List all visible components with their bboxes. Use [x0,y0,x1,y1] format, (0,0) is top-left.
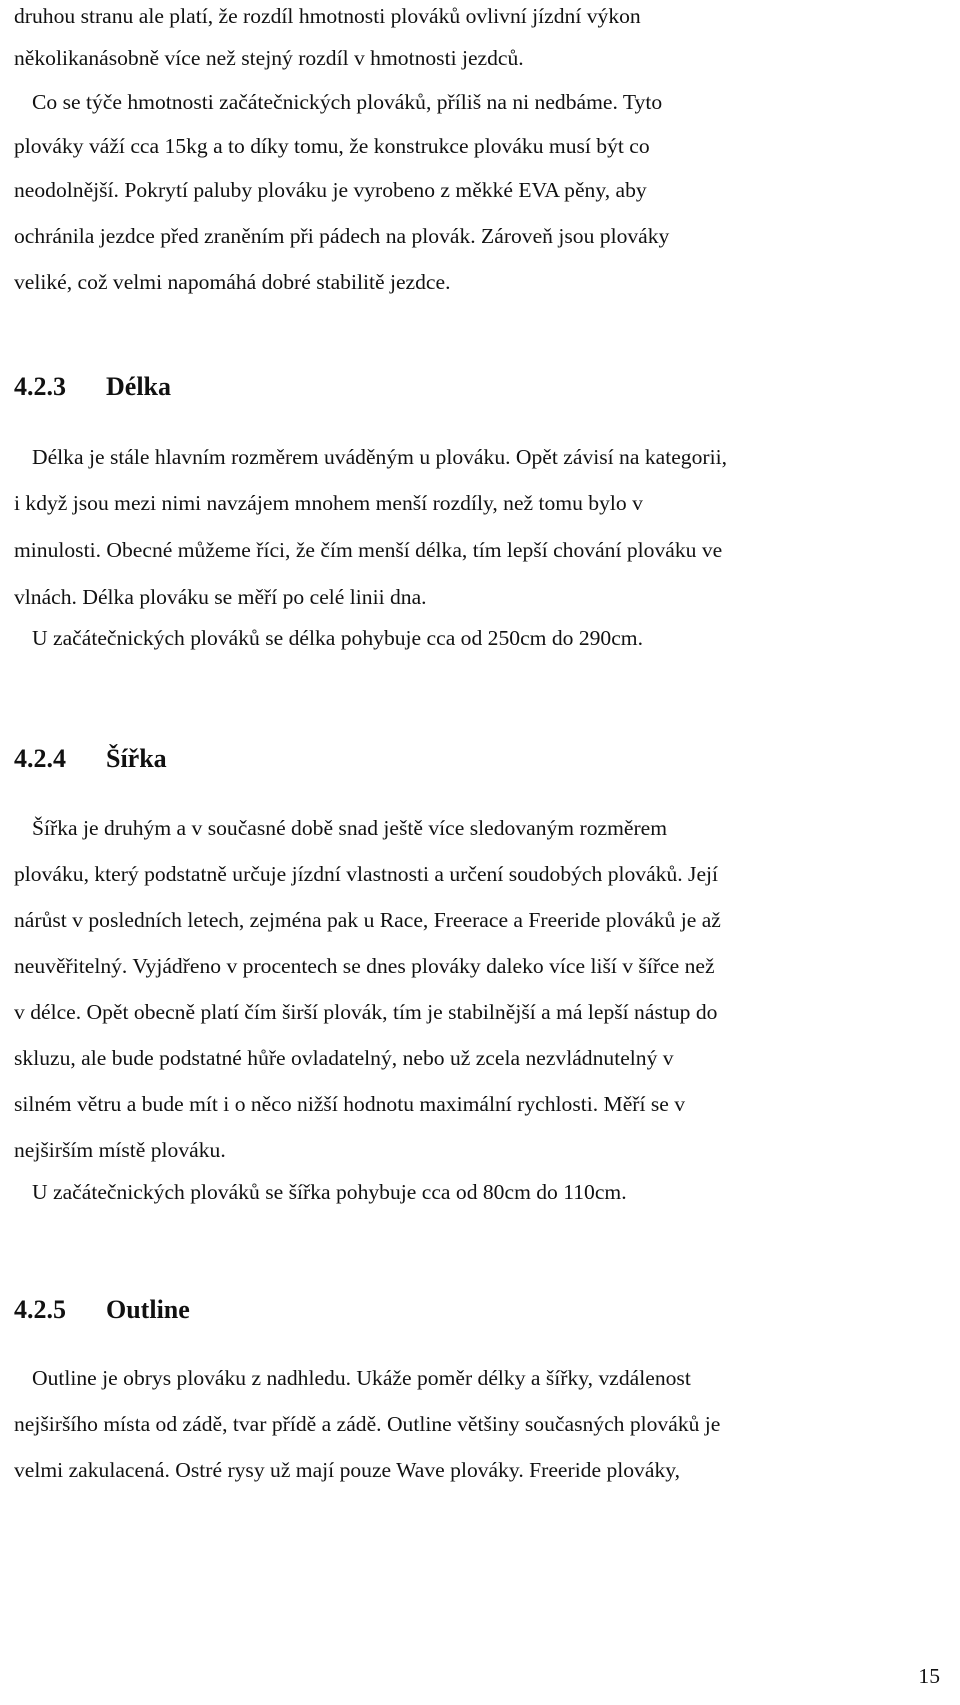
paragraph-line: i když jsou mezi nimi navzájem mnohem menší rozdíly, než tomu bylo v [14,491,643,515]
paragraph-line: vlnách. Délka plováku se měří po celé linii dna. [14,585,427,609]
paragraph-line: několikanásobně více než stejný rozdíl v hmotnosti jezdců. [14,46,524,70]
paragraph-line: plováky váží cca 15kg a to díky tomu, že konstrukce plováku musí být co [14,134,650,158]
paragraph-line: veliké, což velmi napomáhá dobré stabilitě jezdce. [14,270,451,294]
paragraph-line: U začátečnických plováků se šířka pohybuje cca od 80cm do 110cm. [32,1180,627,1204]
paragraph-line: druhou stranu ale platí, že rozdíl hmotnosti plováků ovlivní jízdní výkon [14,4,641,28]
paragraph-line: nárůst v posledních letech, zejména pak u Race, Freerace a Freeride plováků je až [14,908,721,932]
paragraph-line: silném větru a bude mít i o něco nižší hodnotu maximální rychlosti. Měří se v [14,1092,686,1116]
paragraph-line: skluzu, ale bude podstatné hůře ovladatelný, nebo už zcela nezvládnutelný v [14,1046,674,1070]
paragraph-line: Délka je stále hlavním rozměrem uváděným u plováku. Opět závisí na kategorii, [32,445,727,469]
paragraph-line: nejširšího místa od zádě, tvar přídě a zádě. Outline většiny současných plováků je [14,1412,721,1436]
section-title: Délka [106,372,171,401]
paragraph-line: U začátečnických plováků se délka pohybuje cca od 250cm do 290cm. [32,626,644,650]
paragraph-line: neuvěřitelný. Vyjádřeno v procentech se dnes plováky daleko více liší v šířce než [14,954,715,978]
section-title: Šířka [106,744,167,773]
paragraph-line: Šířka je druhým a v současné době snad ještě více sledovaným rozměrem [32,816,668,840]
paragraph-line: ochránila jezdce před zraněním při pádech na plovák. Zároveň jsou plováky [14,224,670,248]
paragraph-line: velmi zakulacená. Ostré rysy už mají pouze Wave plováky. Freeride plováky, [14,1458,681,1482]
page-number: 15 [918,1664,940,1688]
paragraph-line: plováku, který podstatně určuje jízdní vlastnosti a určení soudobých plováků. Její [14,862,719,886]
section-heading-width [14,742,167,776]
paragraph-line: v délce. Opět obecně platí čím širší plovák, tím je stabilnější a má lepší nástup do [14,1000,718,1024]
paragraph-line: nejširším místě plováku. [14,1138,226,1162]
section-number: 4.2.5 [14,1295,66,1324]
paragraph-line: Co se týče hmotnosti začátečnických plováků, příliš na ni nedbáme. Tyto [32,90,663,114]
section-heading-outline [14,1293,190,1327]
paragraph-line: Outline je obrys plováku z nadhledu. Ukáže poměr délky a šířky, vzdálenost [32,1366,691,1390]
section-heading-length [14,370,171,404]
paragraph-line: minulosti. Obecné můžeme říci, že čím menší délka, tím lepší chování plováku ve [14,538,723,562]
paragraph-line: neodolnější. Pokrytí paluby plováku je vyrobeno z měkké EVA pěny, aby [14,178,647,202]
section-number: 4.2.3 [14,372,66,401]
section-number: 4.2.4 [14,744,66,773]
section-title: Outline [106,1295,190,1324]
